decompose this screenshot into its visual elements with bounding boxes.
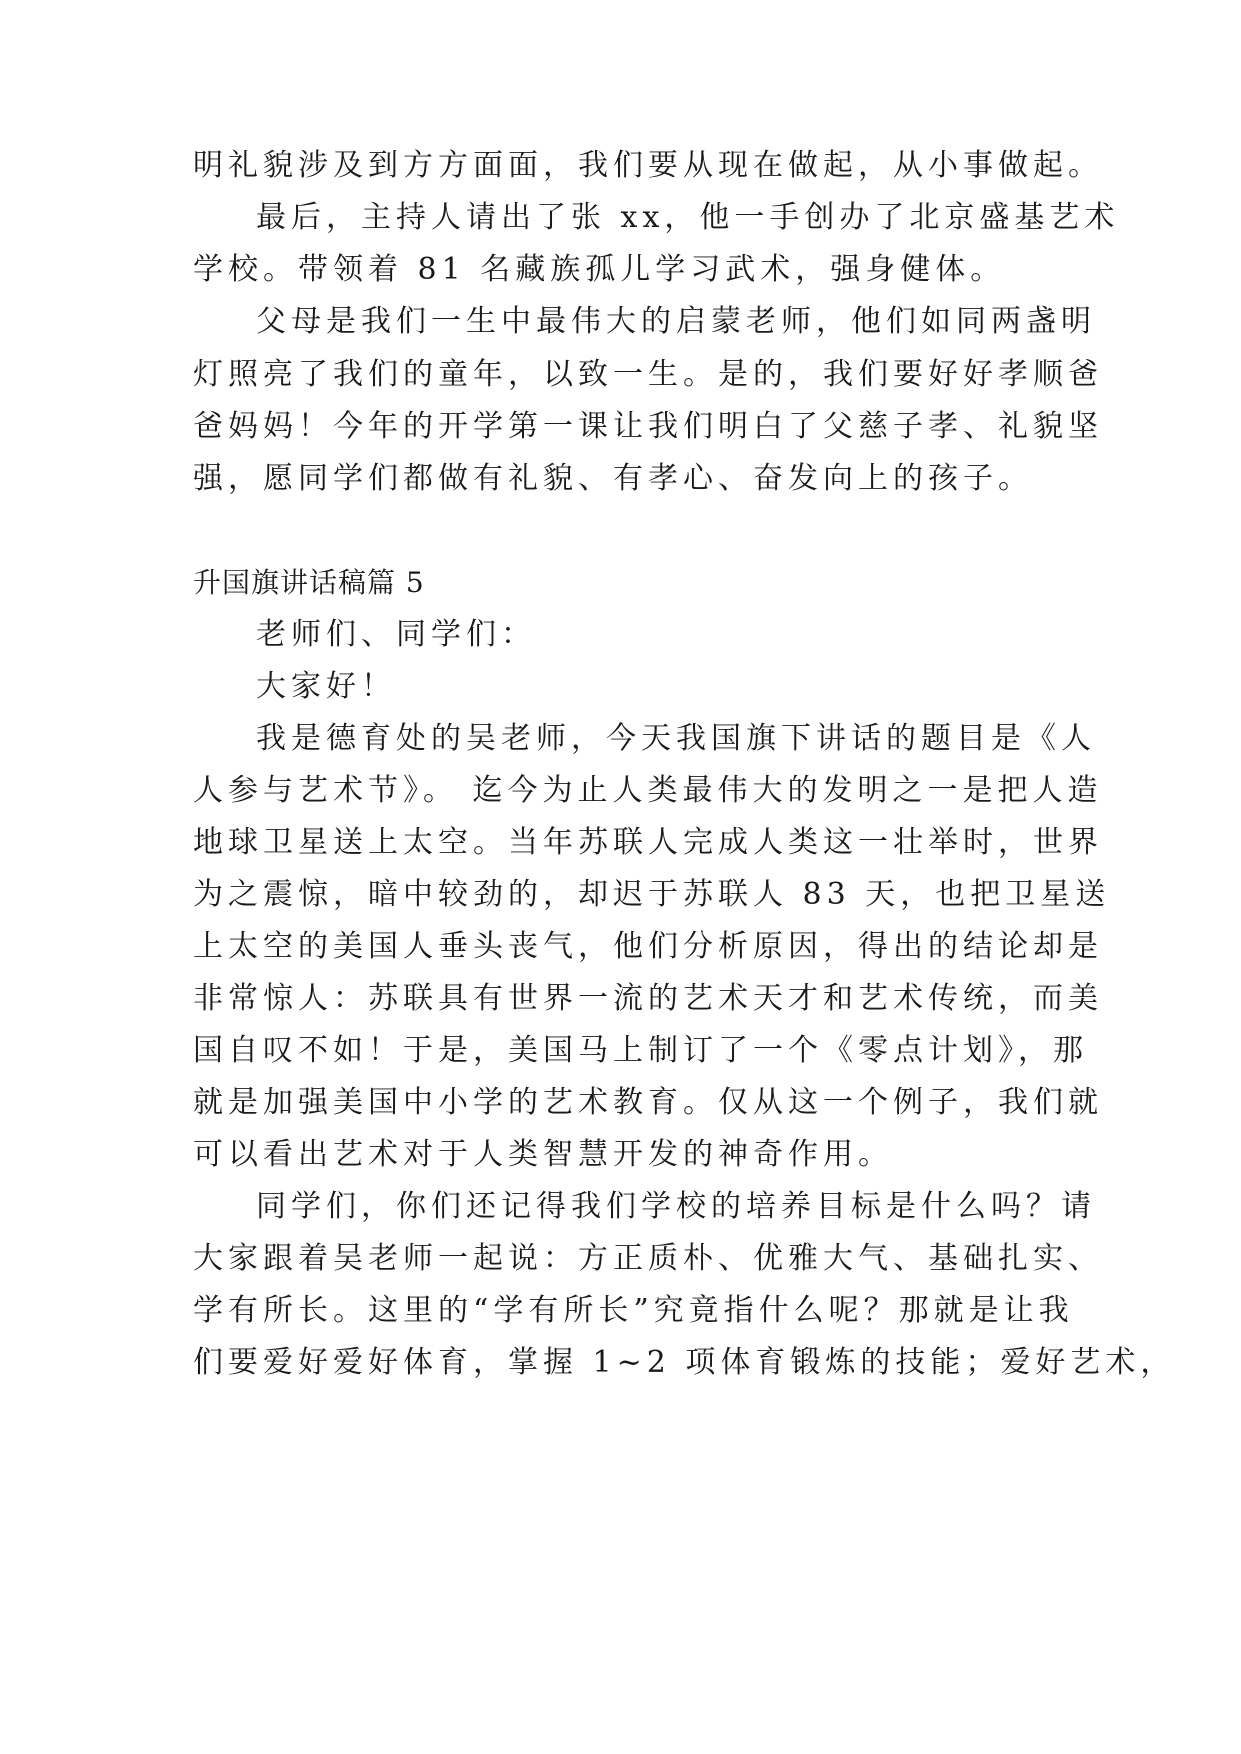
body-line: 灯照亮了我们的童年，以致一生。是的，我们要好好孝顺爸 — [193, 357, 1103, 392]
body-line: 就是加强美国中小学的艺术教育。仅从这一个例子，我们就 — [193, 1085, 1103, 1120]
body-line: 明礼貌涉及到方方面面，我们要从现在做起，从小事做起。 — [193, 148, 1103, 183]
body-line: 学有所长。这里的“学有所长”究竟指什么呢？那就是让我 — [193, 1293, 1074, 1328]
body-line: 强，愿同学们都做有礼貌、有孝心、奋发向上的孩子。 — [193, 461, 1033, 496]
body-line: 大家跟着吴老师一起说：方正质朴、优雅大气、基础扎实、 — [193, 1241, 1103, 1276]
body-line: 国自叹不如！于是，美国马上制订了一个《零点计划》，那 — [193, 1033, 1088, 1068]
paragraph-first-line: 同学们，你们还记得我们学校的培养目标是什么吗？请 — [256, 1189, 1096, 1224]
body-line: 人参与艺术节》。 迄今为止人类最伟大的发明之一是把人造 — [193, 773, 1103, 808]
body-line: 可以看出艺术对于人类智慧开发的神奇作用。 — [193, 1137, 893, 1172]
paragraph-first-line: 我是德育处的吴老师，今天我国旗下讲话的题目是《人 — [256, 721, 1096, 756]
greeting: 大家好！ — [256, 669, 396, 704]
body-line: 学校。带领着 81 名藏族孤儿学习武术，强身健体。 — [193, 252, 1006, 287]
body-line: 非常惊人：苏联具有世界一流的艺术天才和艺术传统，而美 — [193, 981, 1103, 1016]
section-heading: 升国旗讲话稿篇 5 — [193, 566, 425, 599]
paragraph-first-line: 最后，主持人请出了张 xx，他一手创办了北京盛基艺术 — [256, 200, 1120, 235]
body-line: 爸妈妈！今年的开学第一课让我们明白了父慈子孝、礼貌坚 — [193, 409, 1103, 444]
body-line: 为之震惊，暗中较劲的，却迟于苏联人 83 天，也把卫星送 — [193, 877, 1111, 912]
salutation: 老师们、同学们： — [256, 617, 536, 652]
body-line: 上太空的美国人垂头丧气，他们分析原因，得出的结论却是 — [193, 929, 1103, 964]
body-line: 地球卫星送上太空。当年苏联人完成人类这一壮举时，世界 — [193, 825, 1103, 860]
body-line: 们要爱好爱好体育，掌握 1~2 项体育锻炼的技能；爱好艺术， — [193, 1345, 1176, 1380]
paragraph-first-line: 父母是我们一生中最伟大的启蒙老师，他们如同两盏明 — [256, 304, 1096, 339]
